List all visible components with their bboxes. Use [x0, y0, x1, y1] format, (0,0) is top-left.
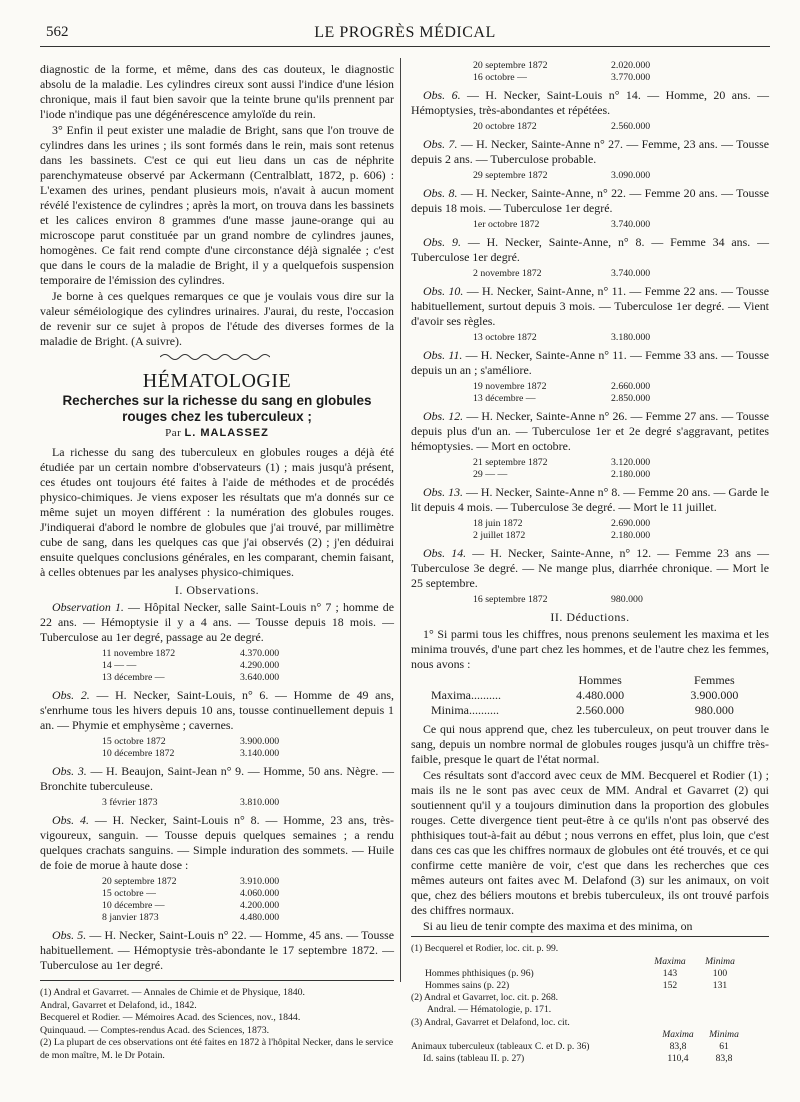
count-row	[102, 876, 320, 888]
observation-label: Obs. 4.	[52, 813, 89, 827]
count-row	[473, 121, 691, 133]
footnote-line: Andral, Gavarret et Delafond, id., 1842.	[40, 999, 197, 1011]
observation-text: — H. Necker, Sainte-Anne n° 27. — Femme, 23 ans. — Tousse depuis 2 ans. — Tuberculose probable.	[411, 137, 770, 166]
observation-2	[411, 137, 769, 167]
count-date: 11 novembre 1872	[102, 648, 176, 659]
observation-counts	[473, 170, 691, 182]
count-value: 3.120.000	[611, 457, 651, 468]
intro-paragraph-1: diagnostic de la forme, et même, dans des cas douteux, le diagnostic absolu de la maladie. Les cylindres cireux sont aussi l'indice d'une lésion chronique, mais il faut bien savoir que la teinte brune qu'ils prennent par l'iode n'indique pas une dégénérescence amyloïde du rein.	[40, 62, 394, 121]
deductions-paragraph-2: Ce qui nous apprend que, chez les tuberculeux, on peut trouver dans le sang, depuis un nombre normal de globules rouges jusqu'à un chiffre très-faible, presque le quart de l'état normal.	[411, 722, 769, 766]
article-author: Par L. MALASSEZ	[165, 427, 269, 439]
count-value: 3.770.000	[611, 72, 651, 83]
count-row	[102, 900, 320, 912]
count-row	[473, 332, 691, 344]
observation-text: — H. Necker, Saint-Louis n° 22. — Homme, 45 ans. — Tousse habituellement. — Hémoptysie très-abondante le 17 septembre 1872. — Tuberculose au 1er degré.	[40, 928, 394, 972]
count-value: 2.850.000	[611, 393, 651, 404]
observation-text: — H. Necker, Sainte-Anne n° 26. — Femme 27 ans. — Tousse depuis plus d'un an. — Tuberculose 1er et 2e degré s'aggravant, petites hémoptysies. — Mort en octobre.	[411, 409, 770, 453]
count-date: 10 décembre —	[102, 900, 165, 911]
observation-counts	[473, 594, 691, 606]
count-date: 29 — —	[473, 469, 508, 480]
observation-text: — H. Necker, Sainte-Anne n° 8. — Femme 20 ans. — Garde le lit depuis 4 mois. — Tuberculose 3e degré. — Mort le 11 juillet.	[411, 485, 770, 514]
observation-counts	[102, 648, 320, 684]
count-date: 13 décembre —	[473, 393, 536, 404]
count-row	[102, 748, 320, 760]
observation-text: — H. Beaujon, Saint-Jean n° 9. — Homme, 50 ans. Nègre. — Bronchite tuberculeuse.	[40, 764, 394, 793]
observation-counts	[473, 332, 691, 344]
article-title: Recherches sur la richesse du sang en globules rouges chez les tuberculeux ;	[62, 393, 372, 424]
count-date: 29 septembre 1872	[473, 170, 548, 181]
count-row	[473, 518, 691, 530]
count-row	[473, 170, 691, 182]
count-row	[102, 648, 320, 660]
count-value: 2.560.000	[611, 121, 651, 132]
observation-counts	[473, 518, 691, 542]
observation-5	[40, 928, 394, 973]
observation-5-counts	[473, 60, 691, 84]
count-date: 15 octobre —	[102, 888, 156, 899]
count-value: 3.910.000	[240, 876, 280, 887]
count-date: 16 octobre —	[473, 72, 527, 83]
observation-counts	[102, 797, 320, 809]
count-date: 20 octobre 1872	[473, 121, 537, 132]
count-date: 1er octobre 1872	[473, 219, 540, 230]
count-value: 4.200.000	[240, 900, 280, 911]
observation-4	[40, 813, 394, 873]
observation-label: Obs. 12.	[423, 409, 464, 423]
footnote-3: (3) Andral, Gavarret et Delafond, loc. cit.	[411, 1016, 570, 1028]
count-date: 2 novembre 1872	[473, 268, 542, 279]
count-row	[102, 660, 320, 672]
footnote-line: Becquerel et Rodier. — Mémoires Acad. des Sciences, nov., 1844.	[40, 1012, 301, 1023]
footnote-line: (2) La plupart de ces observations ont été faites en 1872 à l'hôpital Necker, dans le service de mon maître, M. le Dr Potain.	[40, 1037, 394, 1061]
left-column	[40, 62, 394, 974]
count-value: 3.140.000	[240, 748, 280, 759]
count-value: 3.740.000	[611, 268, 651, 279]
observation-8	[411, 485, 769, 515]
count-value: 4.370.000	[240, 648, 280, 659]
observation-7	[411, 409, 769, 454]
count-row	[473, 219, 691, 231]
article-intro: La richesse du sang des tuberculeux en globules rouges a déjà été étudiée par un certain nombre d'observateurs (1) ; mais jusqu'à présent, ces études ont toujours été faites à l'aide de méthodes et de procédés physico-chimiques. Je viens exposer les résultats que m'a donnés sur ce même sujet un moyen différent : la numération des globules rouges. J'indiquerai d'abord le nombre de globules que j'ai trouvé, par millimètre cube de sang, dans les quelques cas que j'ai observés (2) ; j'en déduirai ensuite quelques conclusions générales, en les comparant, chemin faisant, à celles obtenues par les analyses physico-chimiques.	[40, 445, 394, 579]
observation-label: Obs. 13.	[423, 485, 463, 499]
count-row	[473, 268, 691, 280]
observation-label: Obs. 7.	[423, 137, 458, 151]
observation-text: — H. Necker, Saint-Louis n° 14. — Homme, 20 ans. — Hémoptysies, très-abondantes et répétées.	[411, 88, 770, 117]
observations-heading: I. Observations.	[174, 583, 260, 597]
count-value: 2.180.000	[611, 530, 651, 541]
observation-label: Obs. 14.	[423, 546, 467, 560]
observation-label: Obs. 9.	[423, 235, 461, 249]
observation-label: Obs. 10.	[423, 284, 464, 298]
deductions-paragraph-1: 1° Si parmi tous les chiffres, nous prenons seulement les maxima et les minima trouvés, d'une part chez les hommes, et de l'autre chez les femmes, nous avons :	[411, 627, 769, 671]
count-value: 2.020.000	[611, 60, 651, 71]
observations-list-continued	[411, 88, 769, 606]
observation-3	[411, 186, 769, 216]
observation-label: Obs. 5.	[52, 928, 87, 942]
count-value: 2.690.000	[611, 518, 651, 529]
count-row	[473, 530, 691, 542]
observation-text: — H. Necker, Sainte-Anne n° 11. — Femme 33 ans. — Tousse depuis un an ; s'améliore.	[411, 348, 769, 377]
count-date: 18 juin 1872	[473, 518, 523, 529]
observation-counts	[473, 381, 691, 405]
observations-list	[40, 600, 394, 973]
count-date: 19 novembre 1872	[473, 381, 547, 392]
right-footnotes	[411, 936, 769, 1065]
section-title: HÉMATOLOGIE	[142, 370, 292, 392]
observation-text: — H. Necker, Saint-Louis n° 8. — Homme, 23 ans, très-vigoureux, sanguin. — Tousse depuis quelques semaines ; a rendu quelques crachats sanguins. — Simple induration des sommets. — Huile de foie de morue à haute dose :	[40, 813, 394, 872]
footnote-2b: Andral. — Hématologie, p. 171.	[427, 1004, 552, 1015]
footnote-1: (1) Becquerel et Rodier, loc. cit. p. 99.	[411, 943, 559, 954]
footnote-line: (1) Andral et Gavarret. — Annales de Chimie et de Physique, 1840.	[40, 987, 305, 998]
observation-label: Obs. 6.	[423, 88, 461, 102]
footnote-line: Quinquaud. — Comptes-rendus Acad. des Sciences, 1873.	[40, 1024, 270, 1036]
count-row	[473, 381, 691, 393]
observation-text: — H. Necker, Sainte-Anne, n° 8. — Femme 34 ans. — Tuberculose 1er degré.	[411, 235, 769, 264]
deductions-heading: II. Déductions.	[550, 610, 630, 624]
footnote-2: (2) Andral et Gavarret, loc. cit. p. 268.	[411, 991, 559, 1003]
count-row	[473, 72, 691, 84]
journal-title: LE PROGRÈS MÉDICAL	[314, 24, 496, 41]
count-value: 4.290.000	[240, 660, 280, 671]
count-date: 2 juillet 1872	[473, 530, 526, 541]
observation-6	[411, 348, 769, 378]
observation-3	[40, 764, 394, 794]
count-value: 3.740.000	[611, 219, 651, 230]
count-row	[473, 594, 691, 606]
count-value: 4.060.000	[240, 888, 280, 899]
count-date: 21 septembre 1872	[473, 457, 548, 468]
count-row	[102, 912, 320, 924]
count-date: 20 septembre 1872	[102, 876, 177, 887]
count-date: 13 octobre 1872	[473, 332, 537, 343]
count-date: 10 décembre 1872	[102, 748, 175, 759]
count-value: 2.180.000	[611, 469, 651, 480]
observation-text: — H. Necker, Saint-Louis, n° 6. — Homme de 49 ans, s'enrhume tous les hivers depuis 10 ans, tousse continuellement depuis 1 an. — Phymie et emphysème ; cavernes.	[40, 688, 394, 732]
count-value: 3.180.000	[611, 332, 651, 343]
observation-counts	[102, 736, 320, 760]
count-date: 8 janvier 1873	[102, 912, 159, 923]
count-value: 3.900.000	[240, 736, 280, 747]
count-date: 15 octobre 1872	[102, 736, 166, 747]
section-divider-ornament	[160, 352, 270, 362]
observation-label: Obs. 8.	[423, 186, 458, 200]
count-value: 4.480.000	[240, 912, 280, 923]
footnote-1-table: Maxima Minima Hommes phthisiques (p. 96) 143 100 Hommes sains (p. 22) 152 131	[425, 955, 735, 991]
observation-label: Obs. 3.	[52, 764, 87, 778]
observation-counts	[473, 219, 691, 231]
count-value: 2.660.000	[611, 381, 651, 392]
header-rule	[40, 46, 770, 47]
intro-paragraph-2: 3° Enfin il peut exister une maladie de Bright, sans que l'on trouve de cylindres dans les urines ; ils sont formés dans le rein, mais sont retenus dans les bassinets. C'est ce qui eut lieu dans un cas de néphrite parenchymateuse observé par Ackermann (Centralblatt, 1872, p. 606) : L'examen des urines, pendant plusieurs mois, n'avait à aucun moment révélé l'existence de cylindres ; après la mort, on trouva dans les bassinets et les calices environ 8 grammes d'une masse jaune-orange qui au microscope parut constituée par un grand nombre de cylindres jaunes, homogènes. Ce fait rend compte d'une circonstance déjà signalée ; c'est que dans le cours de la maladie de Bright, il y a quelquefois suspension temporaire de l'émission des cylindres.	[40, 123, 394, 287]
observation-9	[411, 546, 769, 591]
count-row	[473, 457, 691, 469]
count-row	[473, 469, 691, 481]
count-row	[473, 393, 691, 405]
count-value: 3.090.000	[611, 170, 651, 181]
count-date: 14 — —	[102, 660, 137, 671]
observation-1	[40, 600, 394, 645]
count-date: 20 septembre 1872	[473, 60, 548, 71]
observation-label: Obs. 2.	[52, 688, 90, 702]
count-value: 980.000	[611, 594, 643, 605]
count-row	[102, 888, 320, 900]
observation-5	[411, 284, 769, 329]
observation-label: Observation 1.	[52, 600, 124, 614]
observation-counts	[102, 876, 320, 924]
count-value: 3.640.000	[240, 672, 280, 683]
observation-text: — H. Necker, Sainte-Anne, n° 12. — Femme 23 ans — Tuberculose 3e degré. — Ne mange plus, diarrhée chronique. — Mort le 25 septembre.	[411, 546, 769, 590]
deductions-paragraph-3: Ces résultats sont d'accord avec ceux de MM. Becquerel et Rodier (1) ; mais ils ne le sont pas avec ceux de MM. Andral et Gavarret (2) qui soutiennent qu'il y a toujours diminution dans la proportion des globules rouges. Cette divergence tient peut-être à ce qu'ils n'ont pas observé des phthisiques tout-à-fait au début ; nous verrons en effet, plus loin, que c'est dans ces cas que les chiffres normaux de globules ont été trouvés, et ce qui confirme cette manière de voir, c'est que dans les recherches que ces mêmes auteurs ont faites avec M. Delafond (3) sur les animaux, on voit que, chez des béliers moutons et brebis tuberculeux, ils ont trouvé parfois des chiffres normaux.	[411, 768, 769, 917]
count-date: 16 septembre 1872	[473, 594, 548, 605]
observation-text: — Hôpital Necker, salle Saint-Louis n° 7 ; homme de 22 ans. — Hémoptysie il y a 4 ans. — Tousse depuis 18 mois. — Tuberculose au 1er degré, passage au 2e degré.	[40, 600, 394, 644]
count-row	[102, 797, 320, 809]
column-divider	[400, 58, 401, 982]
observation-label: Obs. 11.	[423, 348, 463, 362]
observation-text: — H. Necker, Sainte-Anne, n° 22. — Femme 20 ans. — Tousse depuis 18 mois. — Tuberculose 1er degré.	[411, 186, 770, 215]
count-row	[473, 60, 691, 72]
observation-2	[40, 688, 394, 733]
maxima-minima-table: Hommes Femmes Maxima.......... 4.480.000 3.900.000 Minima.......... 2.560.000 980.000	[431, 673, 739, 717]
observation-4	[411, 235, 769, 265]
observation-1	[411, 88, 769, 118]
page-number: 562	[46, 24, 69, 40]
observation-counts	[473, 457, 691, 481]
observation-counts	[473, 268, 691, 280]
count-date: 3 février 1873	[102, 797, 158, 808]
count-row	[102, 736, 320, 748]
right-column	[411, 60, 769, 935]
left-footnotes	[40, 980, 394, 1062]
page-header	[40, 22, 770, 46]
observation-text: — H. Necker, Saint-Anne, n° 11. — Femme 22 ans. — Tousse habituellement, surtout depuis 3 mois. — Tuberculose 1er degré. — Vient d'avoir ses règles.	[411, 284, 769, 328]
count-date: 13 décembre —	[102, 672, 165, 683]
footnote-3-table: Maxima Minima Animaux tuberculeux (tableaux C. et D. p. 36) 83,8 61 Id. sains (tableau II. p. 27) 110,4 83,8	[411, 1029, 739, 1064]
intro-paragraph-3: Je borne à ces quelques remarques ce que je voulais vous dire sur la valeur séméiologique des cylindres urinaires. J'aurai, du reste, l'occasion de revenir sur ce sujet à propos de l'étude des diverses formes de la maladie de Bright. (A suivre).	[40, 289, 394, 348]
deductions-paragraph-4: Si au lieu de tenir compte des maxima et des minima, on	[423, 919, 693, 933]
count-row	[102, 672, 320, 684]
observation-counts	[473, 121, 691, 133]
count-value: 3.810.000	[240, 797, 280, 808]
